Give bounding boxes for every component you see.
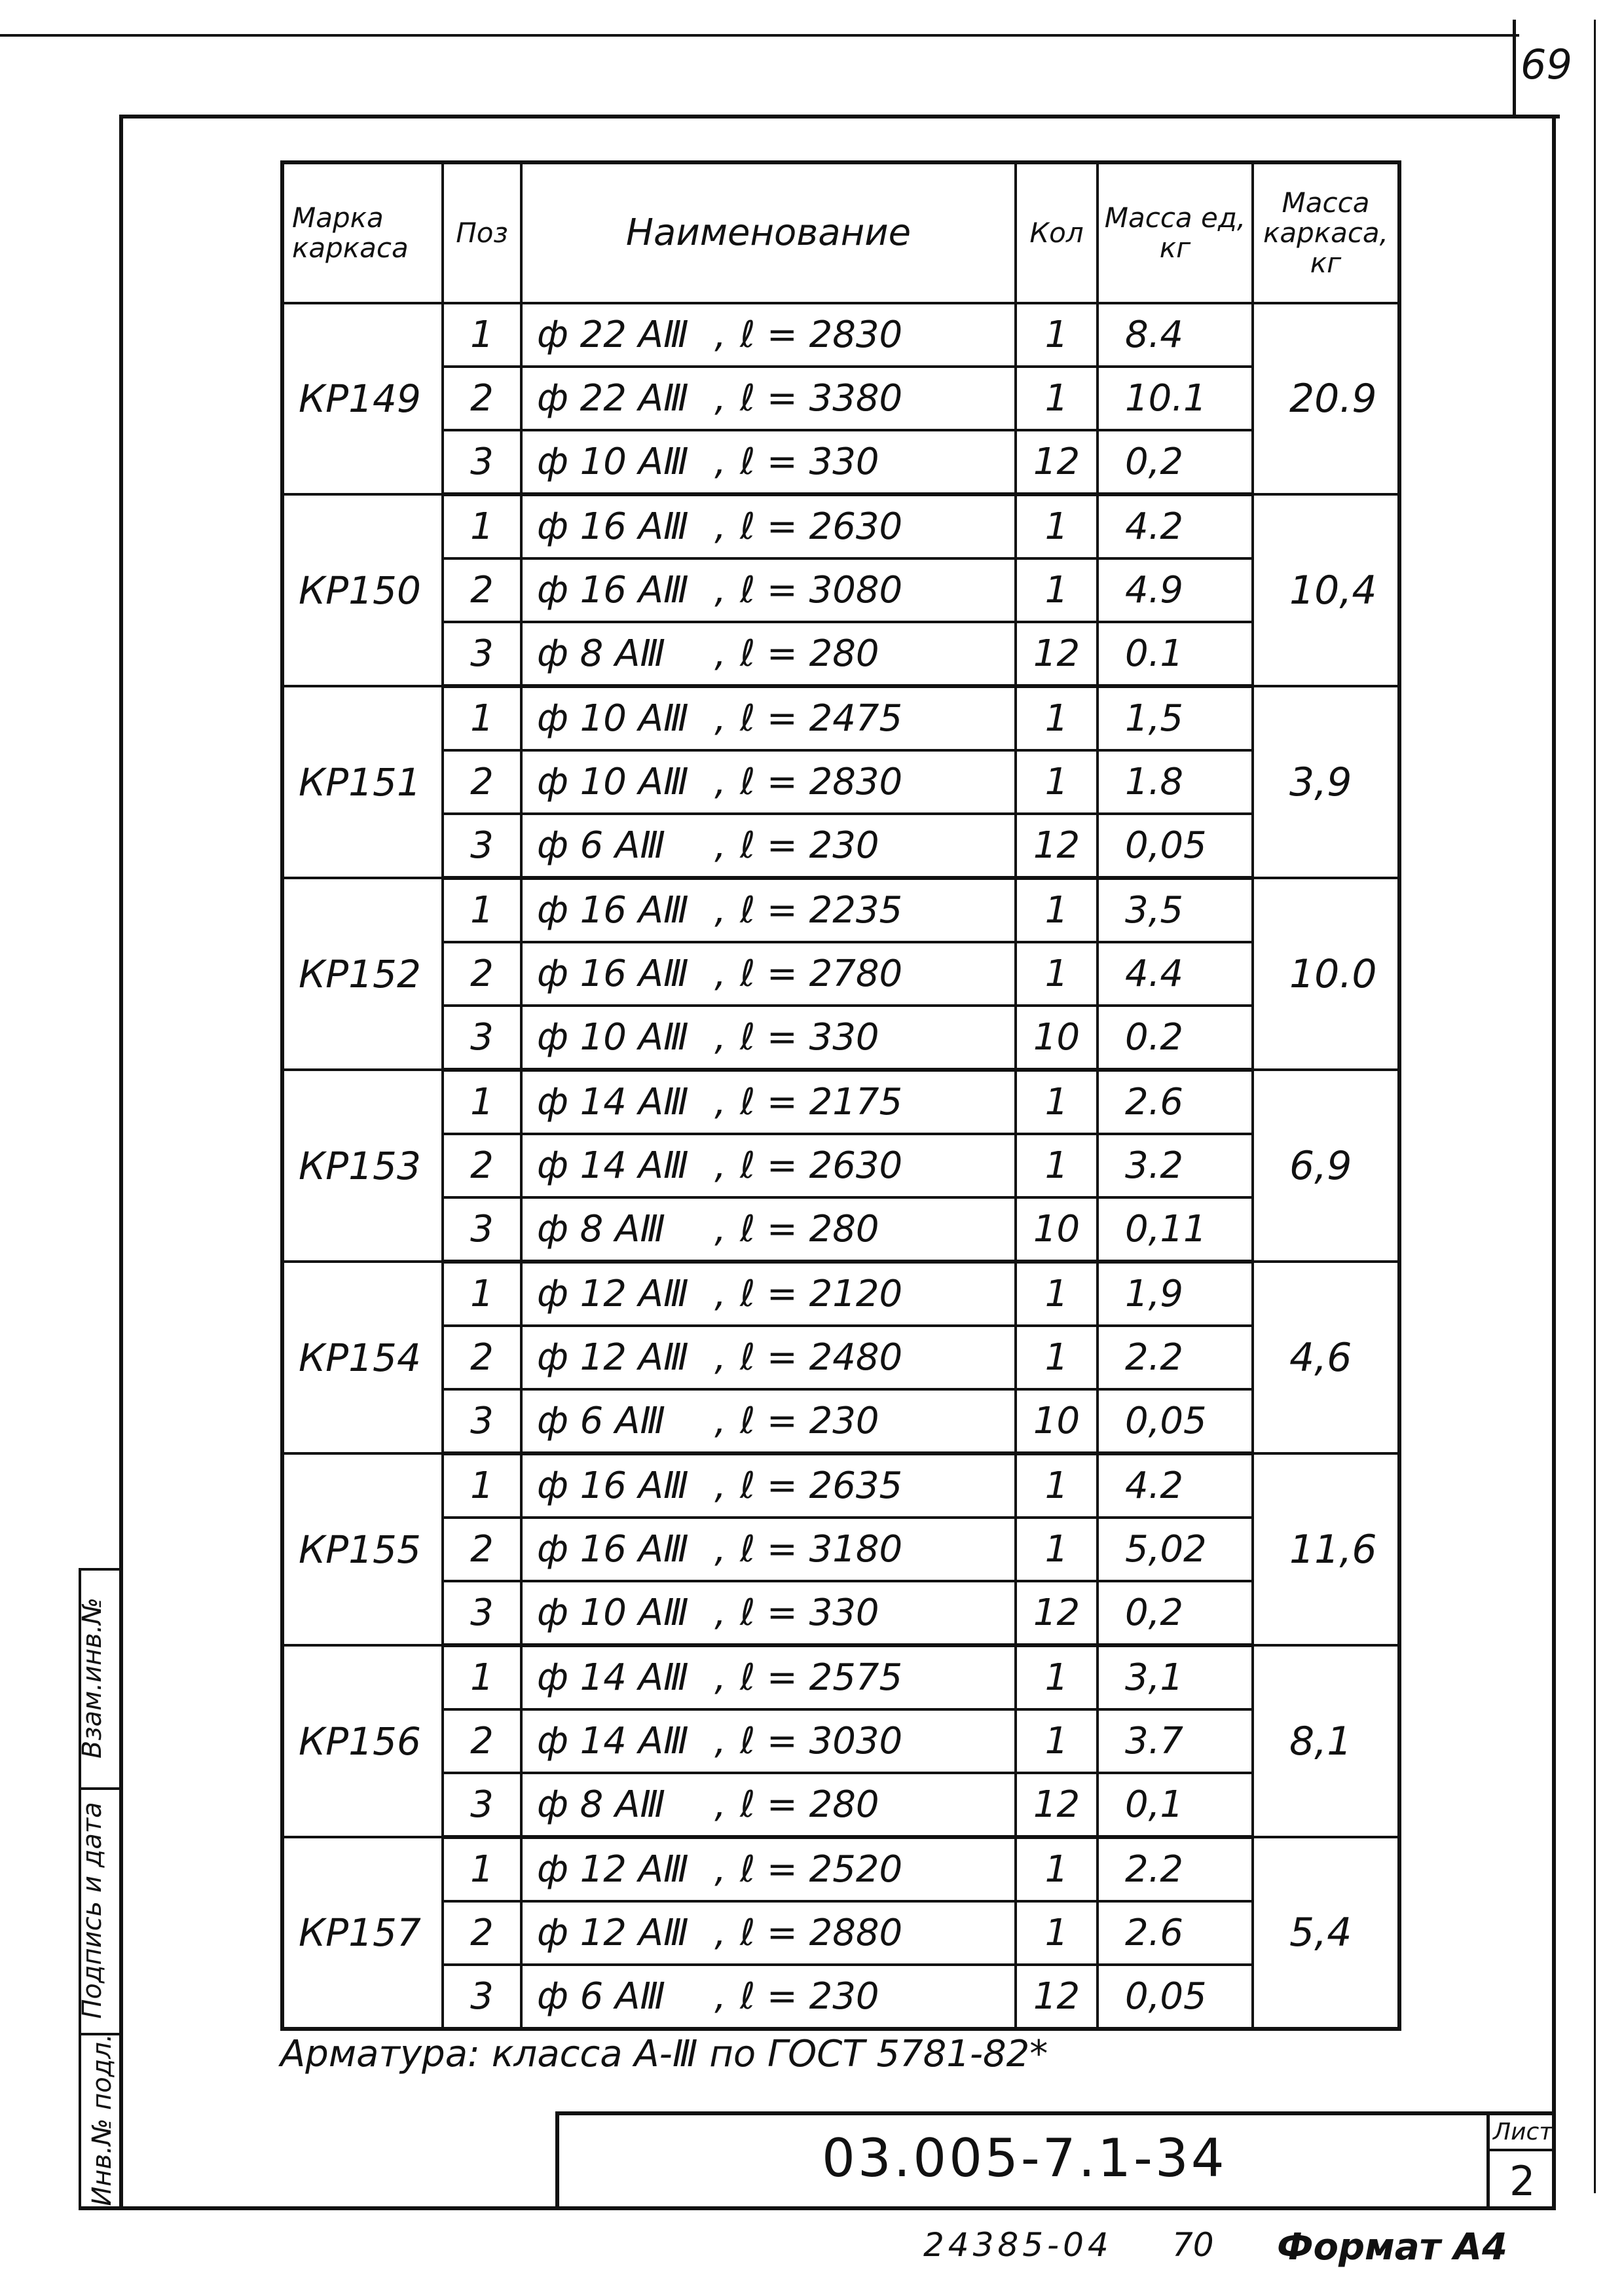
quantity-cell: 1 [1016, 1134, 1098, 1197]
quantity-cell: 1 [1016, 1262, 1098, 1326]
table-row [282, 878, 1399, 942]
name-separator: , [714, 824, 726, 867]
side-label-inv-orig: Инв.№ подл. [87, 2033, 117, 2206]
table-row [282, 750, 1399, 814]
unit-mass-cell: 1,5 [1098, 686, 1253, 750]
table-row [282, 303, 1399, 367]
quantity-cell: 1 [1016, 1709, 1098, 1773]
bar-length: ℓ = 230 [740, 824, 879, 867]
bar-diameter-class: ф 22 АⅢ [537, 377, 689, 420]
position-cell: 2 [443, 367, 521, 430]
unit-mass-cell: 0,2 [1098, 430, 1253, 494]
bar-length: ℓ = 2175 [740, 1081, 903, 1123]
unit-mass-cell: 1.8 [1098, 750, 1253, 814]
name-separator: , [714, 569, 726, 611]
side-stamp-right [119, 1568, 122, 2210]
bar-length: ℓ = 2575 [740, 1656, 903, 1699]
title-block-sheet-hline [1486, 2149, 1555, 2151]
bar-length: ℓ = 2520 [740, 1848, 903, 1891]
bar-diameter-class: ф 22 АⅢ [537, 314, 689, 356]
footer-format: Формат А4 [1277, 2226, 1507, 2269]
bar-diameter-class: ф 16 АⅢ [537, 889, 689, 932]
name-cell [521, 1773, 1016, 1837]
quantity-cell: 1 [1016, 878, 1098, 942]
name-separator: , [714, 1208, 726, 1250]
frame-mass-cell: 20.9 [1253, 303, 1399, 494]
name-cell [521, 1581, 1016, 1645]
bar-length: ℓ = 330 [740, 441, 879, 483]
name-separator: , [714, 1783, 726, 1826]
bar-length: ℓ = 230 [740, 1400, 879, 1442]
name-separator: , [714, 953, 726, 995]
table-row [282, 1262, 1399, 1326]
table-row [282, 686, 1399, 750]
bar-diameter-class: ф 10 АⅢ [537, 1016, 689, 1059]
quantity-cell: 1 [1016, 686, 1098, 750]
header-frame-mass: Масса каркаса, кг [1253, 162, 1399, 303]
unit-mass-cell: 0,05 [1098, 1389, 1253, 1453]
table-row [282, 1901, 1399, 1965]
name-separator: , [714, 377, 726, 420]
frame-brand-cell: КР154 [282, 1262, 443, 1453]
name-cell [521, 430, 1016, 494]
table-row [282, 430, 1399, 494]
bar-diameter-class: ф 8 АⅢ [537, 632, 666, 675]
unit-mass-cell: 0,1 [1098, 1773, 1253, 1837]
quantity-cell: 1 [1016, 1518, 1098, 1581]
frame-brand-cell: КР151 [282, 686, 443, 878]
quantity-cell: 1 [1016, 367, 1098, 430]
table-row [282, 1518, 1399, 1581]
bar-diameter-class: ф 12 АⅢ [537, 1848, 689, 1891]
quantity-cell: 1 [1016, 1901, 1098, 1965]
frame-top [119, 115, 1560, 118]
position-cell: 1 [443, 686, 521, 750]
quantity-cell: 12 [1016, 622, 1098, 686]
bar-diameter-class: ф 14 АⅢ [537, 1720, 689, 1762]
position-cell: 1 [443, 1070, 521, 1134]
bar-length: ℓ = 2630 [740, 1144, 903, 1187]
name-separator: , [714, 632, 726, 675]
bar-diameter-class: ф 14 АⅢ [537, 1144, 689, 1187]
unit-mass-cell: 3,5 [1098, 878, 1253, 942]
bar-length: ℓ = 280 [740, 632, 879, 675]
quantity-cell: 1 [1016, 1453, 1098, 1518]
bar-length: ℓ = 330 [740, 1016, 879, 1059]
table-row [282, 942, 1399, 1006]
name-cell [521, 1006, 1016, 1070]
unit-mass-cell: 0.1 [1098, 622, 1253, 686]
name-cell [521, 1262, 1016, 1326]
bar-length: ℓ = 3180 [740, 1528, 903, 1571]
name-separator: , [714, 1081, 726, 1123]
name-separator: , [714, 1720, 726, 1762]
name-cell [521, 1134, 1016, 1197]
unit-mass-cell: 0,11 [1098, 1197, 1253, 1262]
name-cell [521, 1709, 1016, 1773]
sheet-number: 2 [1509, 2157, 1536, 2205]
name-separator: , [714, 1400, 726, 1442]
header-name: Наименование [521, 162, 1016, 303]
frame-mass-cell: 4,6 [1253, 1262, 1399, 1453]
table-row [282, 1709, 1399, 1773]
unit-mass-cell: 1,9 [1098, 1262, 1253, 1326]
table-row [282, 1006, 1399, 1070]
position-cell: 2 [443, 942, 521, 1006]
title-block-top [555, 2111, 1556, 2115]
top-rule [0, 34, 1519, 37]
bar-diameter-class: ф 6 АⅢ [537, 1400, 666, 1442]
frame-brand-cell: КР149 [282, 303, 443, 494]
unit-mass-cell: 3.2 [1098, 1134, 1253, 1197]
bar-diameter-class: ф 6 АⅢ [537, 824, 666, 867]
bar-length: ℓ = 2630 [740, 505, 903, 548]
position-cell: 2 [443, 558, 521, 622]
position-cell: 3 [443, 622, 521, 686]
name-separator: , [714, 1144, 726, 1187]
quantity-cell: 1 [1016, 1326, 1098, 1389]
bar-diameter-class: ф 14 АⅢ [537, 1656, 689, 1699]
bar-diameter-class: ф 10 АⅢ [537, 1592, 689, 1634]
bar-length: ℓ = 3380 [740, 377, 903, 420]
outer-right-rule [1594, 20, 1596, 2193]
quantity-cell: 1 [1016, 303, 1098, 367]
position-cell: 2 [443, 1326, 521, 1389]
side-label-vzam-inv: Взам.инв.№ [77, 1597, 107, 1759]
frame-brand-cell: КР156 [282, 1645, 443, 1837]
bar-length: ℓ = 2830 [740, 314, 903, 356]
side-stamp-top [79, 1568, 122, 1571]
name-cell [521, 558, 1016, 622]
bar-length: ℓ = 2635 [740, 1465, 903, 1507]
unit-mass-cell: 4.2 [1098, 1453, 1253, 1518]
frame-mass-cell: 10,4 [1253, 494, 1399, 686]
bar-diameter-class: ф 12 АⅢ [537, 1912, 689, 1954]
bar-diameter-class: ф 14 АⅢ [537, 1081, 689, 1123]
bar-length: ℓ = 2880 [740, 1912, 903, 1954]
header-brand: Марка каркаса [282, 162, 443, 303]
unit-mass-cell: 10.1 [1098, 367, 1253, 430]
position-cell: 3 [443, 1773, 521, 1837]
table-row [282, 558, 1399, 622]
name-separator: , [714, 1528, 726, 1571]
frame-bottom [79, 2206, 1556, 2210]
quantity-cell: 12 [1016, 1581, 1098, 1645]
name-cell [521, 1837, 1016, 1901]
table-row [282, 1326, 1399, 1389]
quantity-cell: 10 [1016, 1389, 1098, 1453]
side-label-sign-date: Подпись и дата [77, 1802, 107, 2019]
name-cell [521, 878, 1016, 942]
name-separator: , [714, 314, 726, 356]
bar-length: ℓ = 330 [740, 1592, 879, 1634]
table-row [282, 1773, 1399, 1837]
position-cell: 3 [443, 1389, 521, 1453]
bar-length: ℓ = 230 [740, 1975, 879, 2018]
unit-mass-cell: 0,05 [1098, 814, 1253, 878]
position-cell: 3 [443, 430, 521, 494]
position-cell: 3 [443, 1965, 521, 2029]
unit-mass-cell: 4.2 [1098, 494, 1253, 558]
bar-diameter-class: ф 16 АⅢ [537, 1528, 689, 1571]
position-cell: 3 [443, 814, 521, 878]
table-row [282, 1070, 1399, 1134]
bar-diameter-class: ф 8 АⅢ [537, 1783, 666, 1826]
frame-mass-cell: 11,6 [1253, 1453, 1399, 1645]
frame-mass-cell: 8,1 [1253, 1645, 1399, 1837]
name-cell [521, 1901, 1016, 1965]
bar-length: ℓ = 2480 [740, 1336, 903, 1379]
quantity-cell: 12 [1016, 1773, 1098, 1837]
bar-length: ℓ = 280 [740, 1783, 879, 1826]
bar-length: ℓ = 3030 [740, 1720, 903, 1762]
position-cell: 1 [443, 1262, 521, 1326]
table-row [282, 1197, 1399, 1262]
position-cell: 2 [443, 750, 521, 814]
table-row [282, 1837, 1399, 1901]
name-cell [521, 814, 1016, 878]
bar-diameter-class: ф 16 АⅢ [537, 569, 689, 611]
name-separator: , [714, 1465, 726, 1507]
table-row [282, 1453, 1399, 1518]
position-cell: 2 [443, 1518, 521, 1581]
name-cell [521, 1070, 1016, 1134]
table-row [282, 814, 1399, 878]
frame-brand-cell: КР157 [282, 1837, 443, 2029]
quantity-cell: 1 [1016, 1837, 1098, 1901]
name-separator: , [714, 697, 726, 740]
bar-length: ℓ = 2120 [740, 1273, 903, 1315]
frame-mass-cell: 10.0 [1253, 878, 1399, 1070]
bar-diameter-class: ф 12 АⅢ [537, 1273, 689, 1315]
bar-diameter-class: ф 10 АⅢ [537, 441, 689, 483]
quantity-cell: 1 [1016, 1070, 1098, 1134]
name-cell [521, 1645, 1016, 1709]
position-cell: 1 [443, 878, 521, 942]
name-cell [521, 1965, 1016, 2029]
footer-order-number: 24385-04 [923, 2226, 1113, 2264]
bar-diameter-class: ф 16 АⅢ [537, 953, 689, 995]
header-qty: Кол [1016, 162, 1098, 303]
frame-brand-cell: КР152 [282, 878, 443, 1070]
name-separator: , [714, 1273, 726, 1315]
name-separator: , [714, 1336, 726, 1379]
name-separator: , [714, 1912, 726, 1954]
position-cell: 2 [443, 1709, 521, 1773]
position-cell: 2 [443, 1901, 521, 1965]
specification-table [280, 160, 1401, 2031]
name-separator: , [714, 505, 726, 548]
quantity-cell: 12 [1016, 1965, 1098, 2029]
unit-mass-cell: 2.6 [1098, 1901, 1253, 1965]
quantity-cell: 10 [1016, 1197, 1098, 1262]
position-cell: 3 [443, 1581, 521, 1645]
bar-length: ℓ = 3080 [740, 569, 903, 611]
unit-mass-cell: 0.2 [1098, 1006, 1253, 1070]
unit-mass-cell: 5,02 [1098, 1518, 1253, 1581]
name-cell [521, 303, 1016, 367]
position-cell: 1 [443, 1453, 521, 1518]
header-unit-mass: Масса ед, кг [1098, 162, 1253, 303]
frame-brand-cell: КР150 [282, 494, 443, 686]
table-row [282, 494, 1399, 558]
page-number-box-left [1513, 20, 1516, 118]
name-cell [521, 622, 1016, 686]
reinforcement-note: Арматура: класса А-Ⅲ по ГОСТ 5781-82* [280, 2033, 1048, 2075]
table-row [282, 1581, 1399, 1645]
quantity-cell: 10 [1016, 1006, 1098, 1070]
unit-mass-cell: 2.2 [1098, 1837, 1253, 1901]
table-row [282, 367, 1399, 430]
name-separator: , [714, 1016, 726, 1059]
position-cell: 1 [443, 494, 521, 558]
quantity-cell: 1 [1016, 558, 1098, 622]
table-row [282, 1389, 1399, 1453]
position-cell: 1 [443, 303, 521, 367]
position-cell: 3 [443, 1197, 521, 1262]
bar-diameter-class: ф 12 АⅢ [537, 1336, 689, 1379]
unit-mass-cell: 4.9 [1098, 558, 1253, 622]
bar-diameter-class: ф 16 АⅢ [537, 505, 689, 548]
bar-length: ℓ = 2475 [740, 697, 903, 740]
title-block-left [555, 2111, 559, 2210]
name-cell [521, 494, 1016, 558]
frame-mass-cell: 3,9 [1253, 686, 1399, 878]
table-row [282, 1645, 1399, 1709]
name-separator: , [714, 441, 726, 483]
bar-diameter-class: ф 10 АⅢ [537, 761, 689, 803]
frame-mass-cell: 5,4 [1253, 1837, 1399, 2029]
name-cell [521, 1389, 1016, 1453]
side-stamp-div1 [79, 1787, 122, 1790]
bar-diameter-class: ф 10 АⅢ [537, 697, 689, 740]
table-header-row [282, 162, 1399, 303]
name-separator: , [714, 1656, 726, 1699]
name-separator: , [714, 1975, 726, 2018]
drawing-designation: 03.005-7.1-34 [822, 2128, 1227, 2189]
unit-mass-cell: 2.6 [1098, 1070, 1253, 1134]
frame-brand-cell: КР153 [282, 1070, 443, 1262]
name-cell [521, 942, 1016, 1006]
quantity-cell: 1 [1016, 750, 1098, 814]
title-block-sheet-divider [1486, 2111, 1490, 2210]
quantity-cell: 1 [1016, 942, 1098, 1006]
name-cell [521, 1518, 1016, 1581]
bar-length: ℓ = 2830 [740, 761, 903, 803]
quantity-cell: 12 [1016, 430, 1098, 494]
bar-length: ℓ = 2235 [740, 889, 903, 932]
position-cell: 3 [443, 1006, 521, 1070]
footer-code: 70 [1172, 2226, 1214, 2264]
quantity-cell: 1 [1016, 494, 1098, 558]
page-number: 69 [1521, 41, 1572, 88]
unit-mass-cell: 4.4 [1098, 942, 1253, 1006]
name-separator: , [714, 1848, 726, 1891]
name-cell [521, 1453, 1016, 1518]
table-row [282, 1965, 1399, 2029]
bar-length: ℓ = 2780 [740, 953, 903, 995]
position-cell: 2 [443, 1134, 521, 1197]
bar-diameter-class: ф 6 АⅢ [537, 1975, 666, 2018]
frame-mass-cell: 6,9 [1253, 1070, 1399, 1262]
name-cell [521, 1197, 1016, 1262]
bar-diameter-class: ф 16 АⅢ [537, 1465, 689, 1507]
name-separator: , [714, 889, 726, 932]
name-cell [521, 686, 1016, 750]
name-separator: , [714, 761, 726, 803]
unit-mass-cell: 3.7 [1098, 1709, 1253, 1773]
bar-length: ℓ = 280 [740, 1208, 879, 1250]
unit-mass-cell: 0,05 [1098, 1965, 1253, 2029]
name-cell [521, 750, 1016, 814]
unit-mass-cell: 0,2 [1098, 1581, 1253, 1645]
name-cell [521, 1326, 1016, 1389]
unit-mass-cell: 8.4 [1098, 303, 1253, 367]
quantity-cell: 12 [1016, 814, 1098, 878]
frame-right [1552, 115, 1556, 2210]
frame-brand-cell: КР155 [282, 1453, 443, 1645]
table-row [282, 622, 1399, 686]
unit-mass-cell: 2.2 [1098, 1326, 1253, 1389]
position-cell: 1 [443, 1645, 521, 1709]
sheet-label: Лист [1493, 2119, 1553, 2145]
table-body [282, 303, 1399, 2029]
bar-diameter-class: ф 8 АⅢ [537, 1208, 666, 1250]
position-cell: 1 [443, 1837, 521, 1901]
table-row [282, 1134, 1399, 1197]
name-cell [521, 367, 1016, 430]
unit-mass-cell: 3,1 [1098, 1645, 1253, 1709]
name-separator: , [714, 1592, 726, 1634]
quantity-cell: 1 [1016, 1645, 1098, 1709]
header-pos: Поз [443, 162, 521, 303]
